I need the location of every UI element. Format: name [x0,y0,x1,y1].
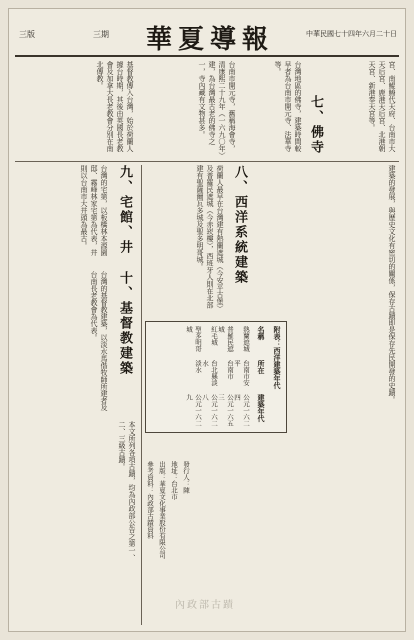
section-heading-christian-architecture: 十、基督教建築 [117,271,132,376]
section-heading-buddhist-temples: 七、佛寺 [308,95,323,155]
credit-line: 參考資料：內政部古蹟資料 [146,461,154,539]
date-line: 中華民國七十四年六月二十日 [306,30,397,38]
page-number: 三版 [19,30,35,39]
table-cell: 淡水 [194,360,202,373]
column-divider [15,161,399,162]
table-title: 附表：西洋建築年代 [273,326,282,389]
credit-line: 出版：華夏文化事業股份有限公司 [158,461,166,559]
article-body [15,61,399,625]
text-column: 台灣地區的佛寺，建築時間較早者為台南市開元寺、法華寺等。 [274,61,302,152]
text-column: 台南市開元寺，舊稱海會寺，清康熙二十九年（一六九〇年）建，為台灣最古老的佛寺之一，寺內藏有文物甚多。 [198,61,236,156]
masthead-bar [15,15,399,57]
table-cell: 紅毛城 [210,326,218,346]
newspaper-title: 華夏導報 [145,25,274,55]
text-column: 本文所列各項古蹟，均為內政部公告之第一、二、三級古蹟。 [118,421,136,561]
table-cell: 公元一六二八 [201,394,218,427]
table-header: 名稱 [257,326,266,340]
table-cell: 熱蘭遮城 [242,326,250,352]
table-cell: 公元一六二四 [233,394,250,427]
table-cell: 聖多明哥城 [185,326,202,352]
issue-label: 三期 [93,30,109,39]
table-cell: 台南市 [226,360,234,380]
text-column: 台灣的基督教建築，以淡水馬偕牧師所建者及台南長老教會為代表。 [90,271,108,411]
table-header: 建築年代 [257,394,266,422]
text-column: 基督教傳入台灣，始於荷蘭人據台時期，其後由英國長老教會及加拿大長老教會分別在南北傳教。 [96,61,134,152]
credit-line: 地址：台北市 [170,461,178,500]
table-cell: 普羅民遮城 [217,326,234,352]
text-column: 台灣的宅第，以板橋林本源園邸、霧峰林家宅第為代表，井則以台南市大井頭為最古。 [80,165,108,256]
section-heading-residences-wells: 九、宅館、井 [117,165,132,255]
text-column: 建築的發展，與歷史文化有密切的關係，保存古蹟即是保存先民開發的史蹟。 [388,165,396,403]
table-cell: 台北縣淡水 [201,360,218,386]
watermark: 內政部古蹟 [175,600,235,611]
newspaper-page [8,8,406,632]
table-cell: 公元一六二九 [185,394,202,427]
text-column: 宮、南鯤鯓代天府、台南市大天后宮、鹿港天后宮、北港朝天宮、新港奉天宮等。 [368,61,396,152]
table-cell: 台南市安平 [233,360,250,386]
table-header: 所在 [257,360,266,374]
credit-line: 發行人：陳 [182,461,190,494]
section-heading-western-architecture: 八、西洋系統建築 [232,165,247,285]
column-divider [141,165,142,625]
text-column: 荷蘭人最早在台灣建有熱蘭遮城（今安平古堡）及普羅民遮城（今赤崁樓），西班牙人則在北部建有聖薩爾瓦多城及聖多明哥城。 [196,165,224,312]
table-cell: 公元一六五三 [217,394,234,427]
